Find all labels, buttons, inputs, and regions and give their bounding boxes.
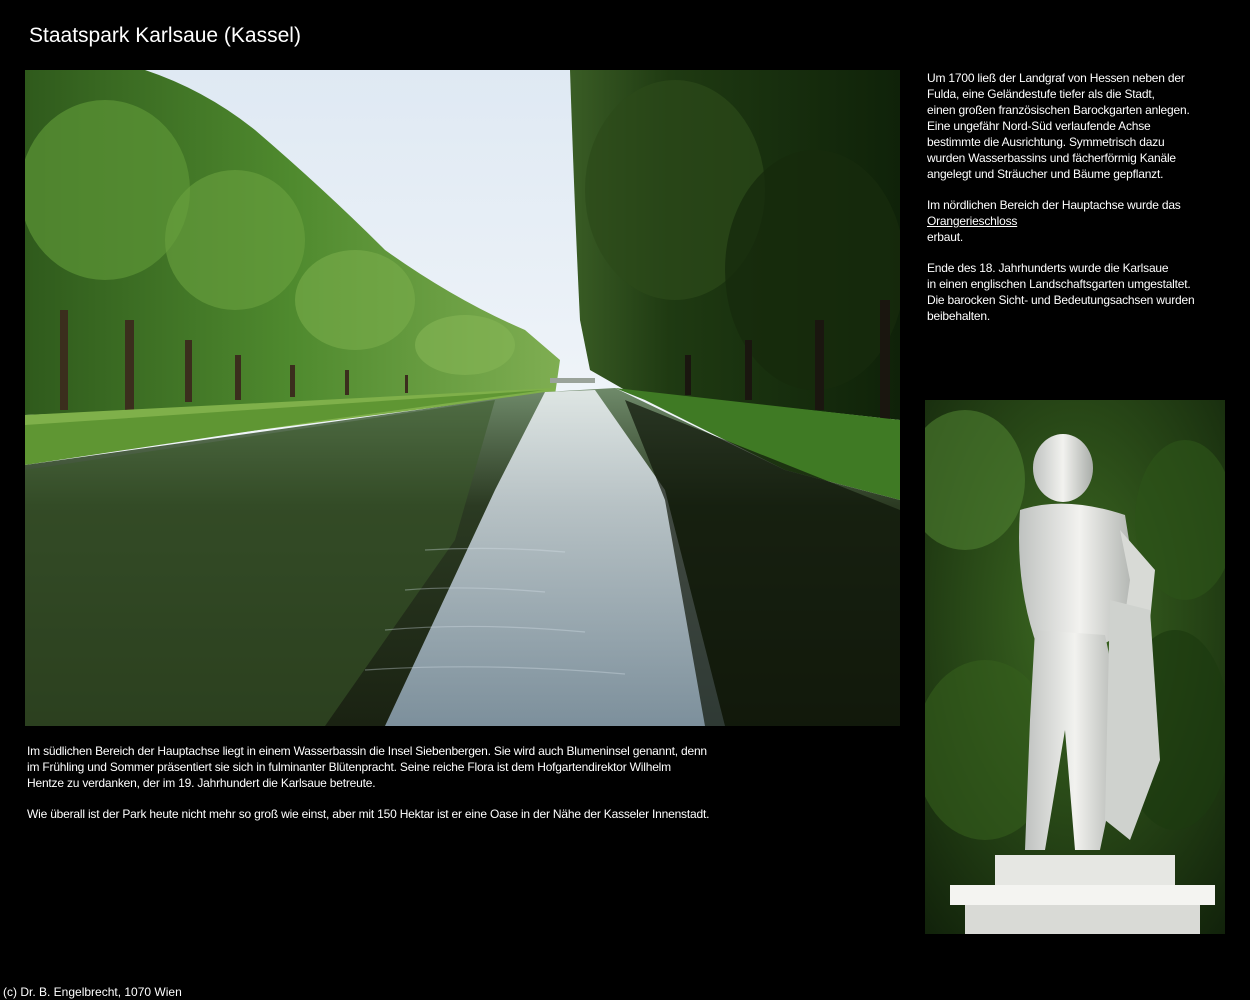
detail-text: [27, 743, 767, 837]
copyright-footer: (c) Dr. B. Engelbrecht, 1070 Wien: [3, 985, 182, 999]
intro-paragraph-1: Um 1700 ließ der Landgraf von Hessen neben der Fulda, eine Geländestufe tiefer als die Stadt, einen großen französischen Barockgarten anlegen. Eine ungefähr Nord-Süd verlaufende Achse bestimmte die Ausrichtung. Symmetrisch dazu wurden Wasserbassins und fächerförmig Kanäle angelegt und Sträucher und Bäume gepflanzt.: [927, 71, 1190, 181]
canal-photo-image: [25, 70, 900, 726]
statue-photo[interactable]: [925, 400, 1225, 934]
detail-paragraph-2: Wie überall ist der Park heute nicht mehr so groß wie einst, aber mit 150 Hektar ist er eine Oase in der Nähe der Kasseler Innenstadt.: [27, 807, 710, 821]
detail-paragraph-1: Im südlichen Bereich der Hauptachse liegt in einem Wasserbassin die Insel Siebenbergen. Sie wird auch Blumeninsel genannt, denn im Frühling und Sommer präsentiert sie sich in fulminanter Blütenpracht. Seine reiche Flora ist dem Hofgartendirektor Wilhelm Hentze zu verdanken, der im 19. Jahrhundert die Karlsaue betreute.: [27, 744, 707, 790]
intro-text: [927, 70, 1227, 339]
canal-photo[interactable]: [25, 70, 900, 726]
intro-paragraph-2: Im nördlichen Bereich der Hauptachse wurde das Orangerieschloss erbaut.: [927, 197, 1227, 245]
orangerieschloss-link[interactable]: Orangerieschloss: [927, 214, 1018, 228]
statue-photo-image: [925, 400, 1225, 934]
page-title: Staatspark Karlsaue (Kassel): [29, 24, 301, 47]
intro-paragraph-3: Ende des 18. Jahrhunderts wurde die Karlsaue in einen englischen Landschaftsgarten umgestaltet. Die barocken Sicht- und Bedeutungsachsen wurden beibehalten.: [927, 261, 1195, 323]
